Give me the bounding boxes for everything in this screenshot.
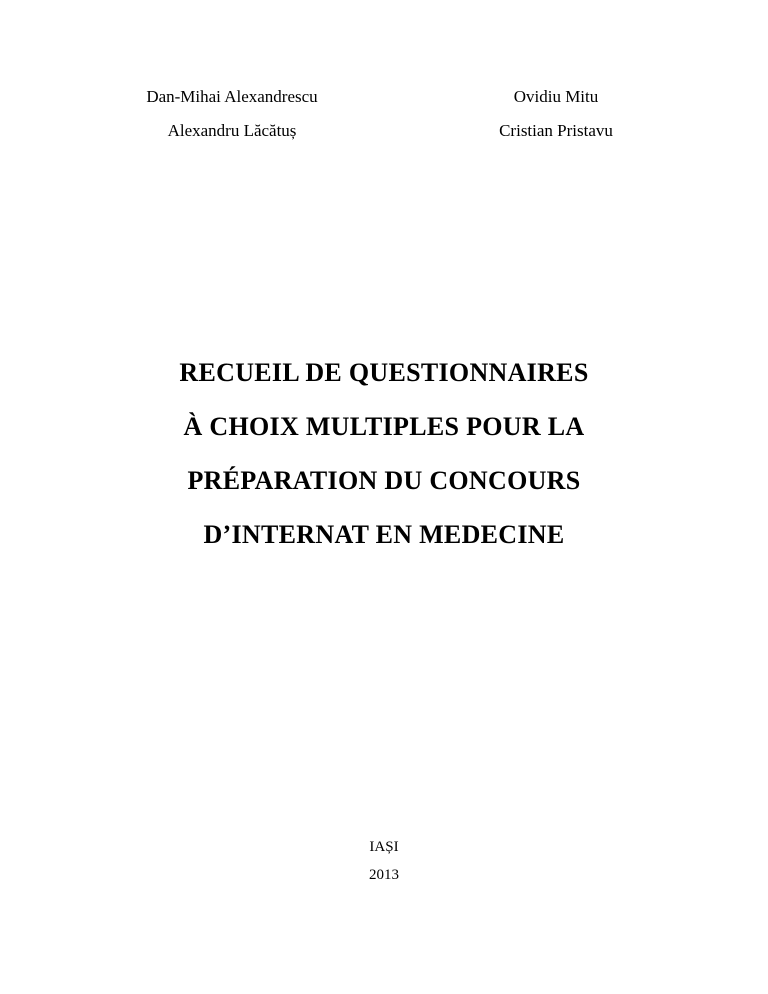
publication-city: IAȘI	[369, 839, 399, 855]
book-title-line: PRÉPARATION DU CONCOURS	[187, 466, 581, 495]
publication-year: 2013	[369, 867, 399, 883]
author-name: Cristian Pristavu	[499, 121, 613, 140]
author-name: Dan-Mihai Alexandrescu	[146, 87, 318, 106]
book-title-line: D’INTERNAT EN MEDECINE	[203, 520, 565, 549]
author-name: Alexandru Lăcătuș	[167, 121, 297, 140]
book-title-line: À CHOIX MULTIPLES POUR LA	[183, 412, 585, 441]
book-title-line: RECUEIL DE QUESTIONNAIRES	[179, 358, 589, 387]
author-name: Ovidiu Mitu	[513, 87, 599, 106]
book-title	[84, 346, 684, 562]
